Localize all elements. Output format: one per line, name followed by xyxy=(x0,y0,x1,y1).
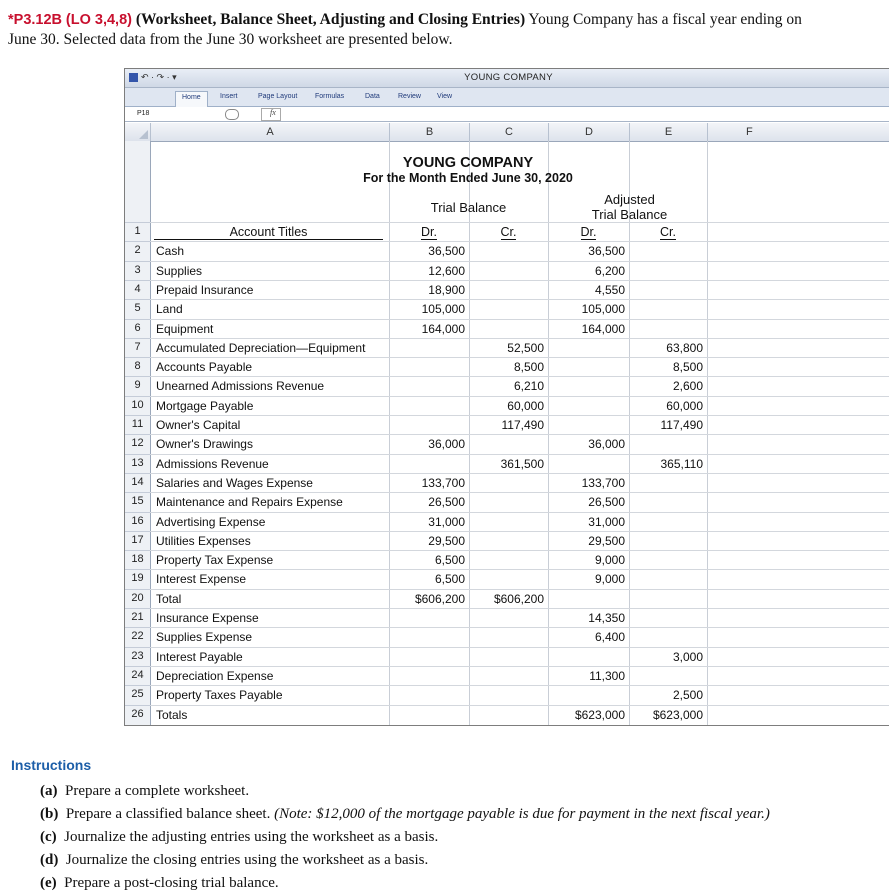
worksheet-grid xyxy=(150,141,889,725)
tab-insert[interactable]: Insert xyxy=(220,93,238,100)
row-headers xyxy=(125,141,151,725)
atb-dr-amount[interactable]: 29,500 xyxy=(588,533,625,548)
account-title[interactable]: Insurance Expense xyxy=(156,611,259,625)
tb-dr-amount[interactable]: 31,000 xyxy=(428,514,465,529)
tb-cr-header: Cr. xyxy=(500,225,517,239)
cancel-formula-icon[interactable] xyxy=(225,109,239,120)
atb-dr-amount[interactable]: 11,300 xyxy=(589,668,625,683)
tb-dr-amount[interactable]: 105,000 xyxy=(421,302,465,317)
account-title[interactable]: Equipment xyxy=(156,321,214,336)
atb-cr-amount[interactable]: 60,000 xyxy=(666,398,703,413)
row-number[interactable]: 23 xyxy=(131,649,144,662)
atb-dr-amount[interactable]: 36,500 xyxy=(588,244,625,259)
account-title[interactable]: Depreciation Expense xyxy=(156,668,274,683)
account-title[interactable]: Admissions Revenue xyxy=(156,456,269,471)
tb-cr-amount[interactable]: 52,500 xyxy=(507,340,544,355)
row-number[interactable]: 16 xyxy=(131,514,144,527)
tb-dr-header: Dr. xyxy=(421,225,437,239)
column-header-e[interactable]: E xyxy=(630,123,708,141)
problem-statement xyxy=(8,10,878,50)
instructions-heading: Instructions xyxy=(11,757,92,773)
row-number[interactable]: 6 xyxy=(134,321,141,334)
problem-text-line2: June 30. Selected data from the June 30 worksheet are presented below. xyxy=(8,31,453,48)
row-number[interactable]: 11 xyxy=(131,418,144,430)
account-title[interactable]: Salaries and Wages Expense xyxy=(156,475,313,490)
row-number[interactable]: 7 xyxy=(134,340,141,353)
tb-dr-amount[interactable]: 12,600 xyxy=(428,263,465,278)
row-number[interactable]: 26 xyxy=(131,707,144,720)
account-title[interactable]: Utilities Expenses xyxy=(156,533,251,548)
row-number[interactable]: 17 xyxy=(131,533,144,546)
account-title[interactable]: Supplies xyxy=(156,263,203,278)
title-bar xyxy=(125,69,889,88)
tb-cr-amount[interactable]: 361,500 xyxy=(500,456,544,471)
spreadsheet-window xyxy=(124,68,889,726)
problem-topic: (Worksheet, Balance Sheet, Adjusting and Closing Entries) xyxy=(135,11,526,28)
row-number[interactable]: 19 xyxy=(131,572,144,585)
account-title[interactable]: Accumulated Depreciation—Equipment xyxy=(156,340,366,355)
tb-dr-amount[interactable]: 36,500 xyxy=(428,244,465,259)
atb-cr-header: Cr. xyxy=(660,225,676,239)
learning-objectives: (LO 3,4,8) xyxy=(65,12,132,28)
row-number[interactable]: 21 xyxy=(131,611,144,623)
undo-redo-icons[interactable]: ↶ · ↷ · ▾ xyxy=(141,72,177,82)
problem-text-line1: Young Company has a fiscal year ending on xyxy=(528,11,802,28)
row-number[interactable]: 5 xyxy=(134,302,141,315)
atb-dr-amount[interactable]: 6,200 xyxy=(594,263,625,278)
tb-dr-amount[interactable]: 18,900 xyxy=(428,282,465,297)
row-number[interactable]: 13 xyxy=(131,456,144,469)
window-title: YOUNG COMPANY xyxy=(464,72,553,83)
atb-dr-amount[interactable]: 105,000 xyxy=(581,302,625,317)
column-headers xyxy=(125,123,889,142)
tb-dr-amount[interactable]: 26,500 xyxy=(428,495,465,510)
tb-cr-amount[interactable]: 8,500 xyxy=(513,360,544,375)
column-header-c[interactable]: C xyxy=(470,123,549,141)
atb-dr-amount[interactable]: 4,550 xyxy=(594,282,625,297)
atb-cr-amount[interactable]: 63,800 xyxy=(666,340,703,355)
atb-dr-amount[interactable]: 14,350 xyxy=(588,611,625,625)
row-number[interactable]: 8 xyxy=(134,360,141,373)
instructions-list xyxy=(40,780,770,895)
account-title[interactable]: Prepaid Insurance xyxy=(156,282,254,297)
problem-id: *P3.12B xyxy=(8,12,63,28)
column-header-b[interactable]: B xyxy=(390,123,470,141)
atb-dr-header: Dr. xyxy=(580,225,597,239)
atb-cr-amount[interactable]: 365,110 xyxy=(660,456,703,471)
row-number[interactable]: 4 xyxy=(134,282,141,295)
column-header-d[interactable]: D xyxy=(549,123,630,141)
atb-dr-amount[interactable]: $623,000 xyxy=(574,707,625,722)
tab-data[interactable]: Data xyxy=(365,93,380,100)
row-number[interactable]: 15 xyxy=(131,495,144,508)
tb-dr-amount[interactable]: $606,200 xyxy=(414,591,465,606)
tb-cr-amount[interactable]: 60,000 xyxy=(507,398,544,413)
tb-dr-amount[interactable]: 133,700 xyxy=(421,475,465,490)
name-box[interactable]: P18 xyxy=(137,110,150,117)
sheet-company-name: YOUNG COMPANY xyxy=(402,155,534,171)
tab-home[interactable]: Home xyxy=(175,91,208,107)
row-number[interactable]: 24 xyxy=(131,668,144,681)
atb-dr-amount[interactable]: 164,000 xyxy=(581,321,625,336)
fx-icon[interactable]: fx xyxy=(270,108,276,117)
account-title[interactable]: Property Taxes Payable xyxy=(156,688,283,703)
tb-cr-amount[interactable]: $606,200 xyxy=(493,591,544,606)
account-title[interactable]: Interest Payable xyxy=(156,649,243,664)
instruction-item: (c) Journalize the adjusting entries using the worksheet as a basis. xyxy=(40,829,439,845)
ribbon-tabs xyxy=(125,88,889,107)
account-title[interactable]: Land xyxy=(156,302,183,317)
tb-dr-amount[interactable]: 29,500 xyxy=(428,533,465,548)
account-title[interactable]: Mortgage Payable xyxy=(156,398,254,413)
account-title[interactable]: Accounts Payable xyxy=(156,360,253,375)
tb-cr-amount[interactable]: 6,210 xyxy=(513,379,544,394)
atb-dr-amount[interactable]: 9,000 xyxy=(594,572,625,587)
account-title[interactable]: Unearned Admissions Revenue xyxy=(156,379,325,394)
row-number[interactable]: 22 xyxy=(131,630,144,643)
account-title[interactable]: Supplies Expense xyxy=(156,630,253,645)
account-title[interactable]: Interest Expense xyxy=(156,572,247,587)
row-number[interactable]: 25 xyxy=(131,688,144,701)
atb-cr-amount[interactable]: 8,500 xyxy=(672,360,703,375)
instruction-item: (b) Prepare a classified balance sheet. (Note: $12,000 of the mortgage payable is due for payment in the next fiscal year.) xyxy=(40,806,770,822)
account-title[interactable]: Owner's Capital xyxy=(156,418,241,432)
atb-dr-amount[interactable]: 31,000 xyxy=(588,514,625,529)
atb-dr-amount[interactable]: 36,000 xyxy=(588,437,625,452)
atb-cr-amount[interactable]: 3,000 xyxy=(672,649,703,664)
tb-dr-amount[interactable]: 36,000 xyxy=(428,437,465,452)
tab-formulas[interactable]: Formulas xyxy=(315,93,345,100)
account-title[interactable]: Totals xyxy=(156,707,188,722)
instruction-item: (a) Prepare a complete worksheet. xyxy=(40,783,250,799)
tb-dr-amount[interactable]: 6,500 xyxy=(434,572,465,587)
account-titles-header: Account Titles xyxy=(154,225,383,240)
row-number[interactable]: 10 xyxy=(131,398,144,411)
row-number[interactable]: 1 xyxy=(134,225,141,237)
tab-page-layout[interactable]: Page Layout xyxy=(258,93,298,100)
instruction-note: (Note: $12,000 of the mortgage payable is due for payment in the next fiscal year.) xyxy=(274,806,770,822)
row-number[interactable]: 14 xyxy=(131,475,144,488)
tb-cr-amount[interactable]: 117,490 xyxy=(501,418,544,432)
row-number[interactable]: 3 xyxy=(134,263,141,276)
column-header-a[interactable]: A xyxy=(151,123,390,141)
sheet-period: For the Month Ended June 30, 2020 xyxy=(363,171,573,185)
atb-dr-amount[interactable]: 26,500 xyxy=(588,495,625,510)
atb-cr-amount[interactable]: $623,000 xyxy=(652,707,703,722)
atb-dr-amount[interactable]: 9,000 xyxy=(594,553,625,568)
instruction-item: (e) Prepare a post-closing trial balance. xyxy=(40,875,279,891)
account-title[interactable]: Owner's Drawings xyxy=(156,437,253,452)
trial-balance-header: Trial Balance xyxy=(430,200,507,215)
adjusted-header-line1: Adjusted xyxy=(604,192,655,207)
tab-view[interactable]: View xyxy=(437,93,453,100)
tb-dr-amount[interactable]: 6,500 xyxy=(434,553,465,568)
row-number[interactable]: 20 xyxy=(131,591,144,604)
row-number[interactable]: 18 xyxy=(131,553,144,566)
atb-dr-amount[interactable]: 6,400 xyxy=(594,630,625,645)
atb-cr-amount[interactable]: 117,490 xyxy=(660,418,703,432)
atb-cr-amount[interactable]: 2,500 xyxy=(672,688,703,703)
tab-review[interactable]: Review xyxy=(398,93,421,100)
formula-bar xyxy=(125,107,889,122)
row-number[interactable]: 9 xyxy=(134,379,141,392)
instruction-item: (d) Journalize the closing entries using the worksheet as a basis. xyxy=(40,852,429,868)
row-number[interactable]: 2 xyxy=(134,244,141,257)
atb-cr-amount[interactable]: 2,600 xyxy=(672,379,703,394)
row-number[interactable]: 12 xyxy=(131,437,144,450)
account-title[interactable]: Advertising Expense xyxy=(156,514,266,529)
account-title[interactable]: Maintenance and Repairs Expense xyxy=(156,495,343,510)
select-all-corner[interactable] xyxy=(125,123,151,141)
account-title[interactable]: Total xyxy=(156,591,182,606)
tb-dr-amount[interactable]: 164,000 xyxy=(421,321,465,336)
column-header-f[interactable]: F xyxy=(708,123,889,141)
adjusted-header-line2: Trial Balance xyxy=(591,207,668,222)
account-title[interactable]: Cash xyxy=(156,244,185,259)
atb-dr-amount[interactable]: 133,700 xyxy=(581,475,625,490)
account-title[interactable]: Property Tax Expense xyxy=(156,553,274,568)
